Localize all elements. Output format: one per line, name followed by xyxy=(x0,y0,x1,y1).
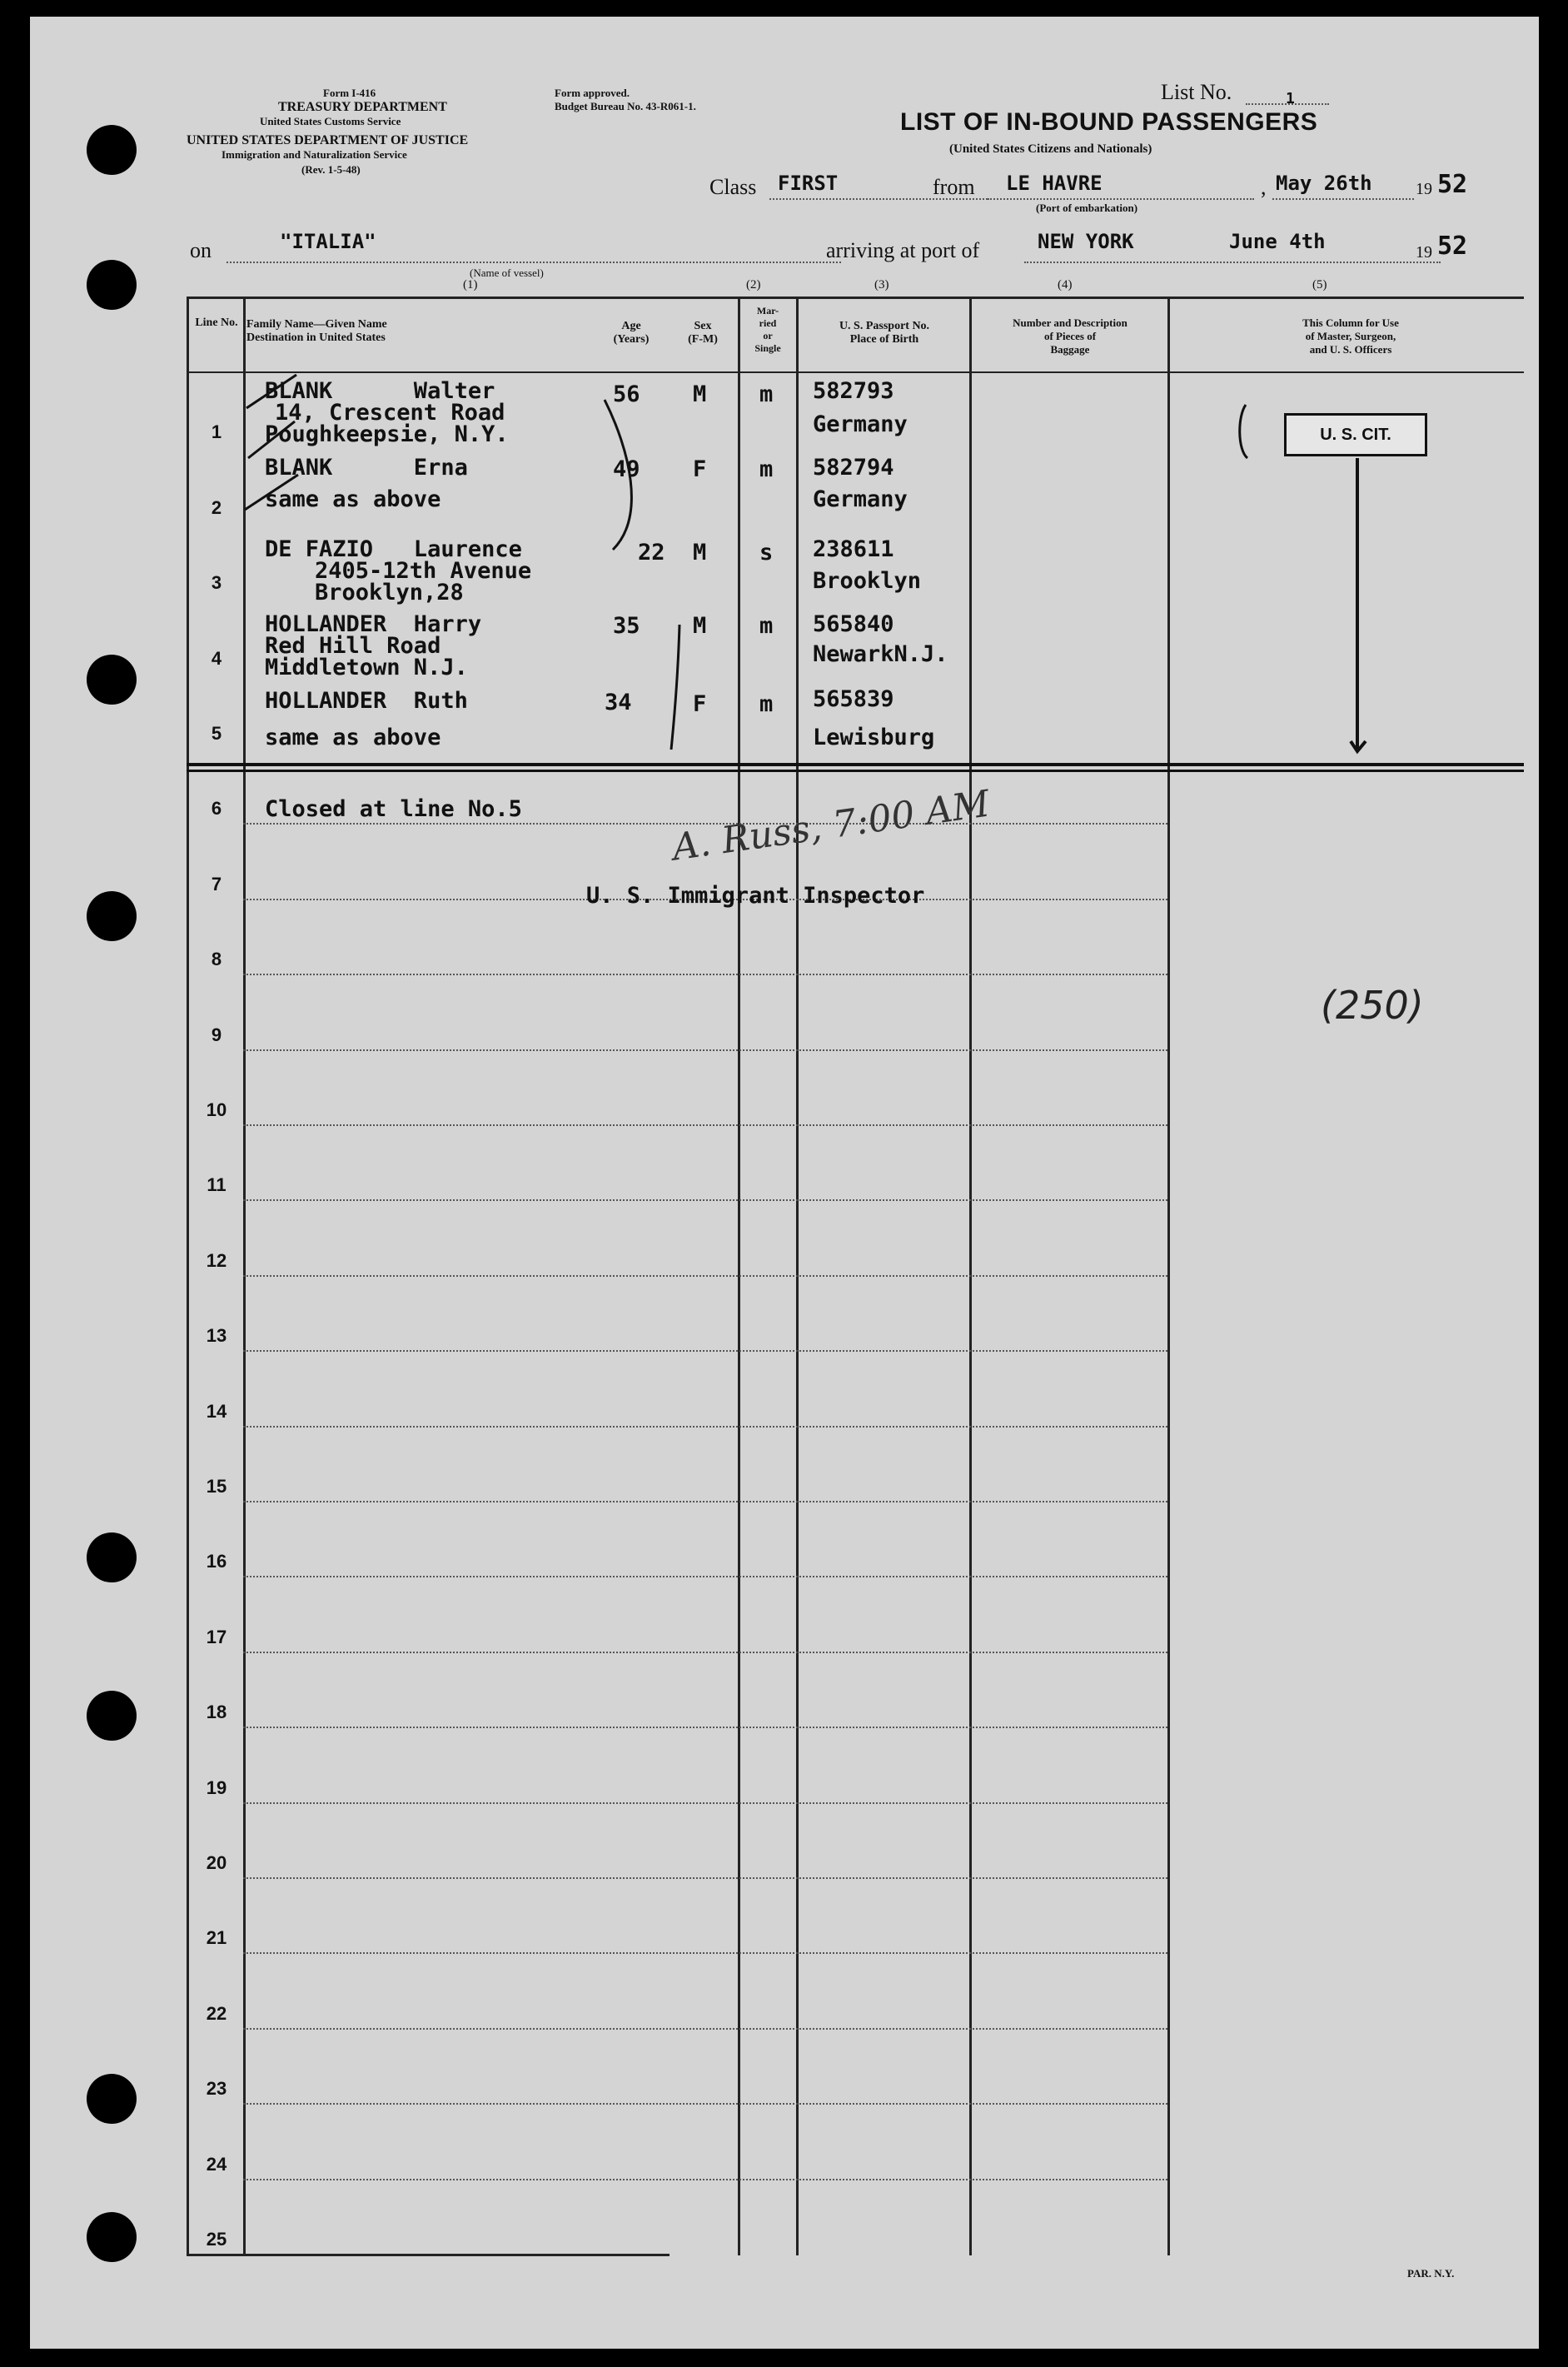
line-number: 23 xyxy=(206,2078,227,2100)
passenger-address: 2405-12th Avenue xyxy=(315,558,532,584)
from-value: LE HAVRE xyxy=(1006,172,1103,195)
row-line xyxy=(243,1877,1167,1879)
passenger-sex: M xyxy=(693,540,707,566)
passenger-status: m xyxy=(759,381,774,407)
line-number: 25 xyxy=(206,2229,227,2250)
vessel-name: "ITALIA" xyxy=(280,230,376,253)
row-line xyxy=(243,1501,1167,1502)
strike-mark xyxy=(671,625,679,750)
line-number: 20 xyxy=(206,1852,227,1873)
binder-hole xyxy=(87,891,137,941)
line-number: 7 xyxy=(211,873,222,894)
passenger-age: 56 xyxy=(613,381,640,407)
row-line xyxy=(243,1727,1167,1728)
col-num-2: (2) xyxy=(746,278,761,292)
passenger-sex: M xyxy=(693,613,707,639)
passenger-name: HOLLANDER Harry xyxy=(265,611,482,637)
passenger-passport: 238611 xyxy=(813,536,894,562)
table-bottom-border xyxy=(187,2254,670,2256)
arriving-label: arriving at port of xyxy=(826,238,980,262)
passenger-age: 49 xyxy=(613,456,640,482)
row-line xyxy=(243,2028,1167,2030)
strike-mark xyxy=(605,400,631,550)
header-name: Family Name—Given Name Destination in United States xyxy=(246,318,387,344)
line-number: 8 xyxy=(211,949,222,970)
line-number: 2 xyxy=(211,496,222,518)
list-no-value: 1 xyxy=(1286,90,1295,107)
ditto-line xyxy=(1351,458,1366,751)
depart-date: May 26th xyxy=(1276,172,1372,195)
line-number: 5 xyxy=(211,723,222,744)
passenger-age: 22 xyxy=(638,540,665,566)
passenger-passport: 582794 xyxy=(813,455,894,481)
binder-hole xyxy=(87,2074,137,2124)
passenger-passport: 565839 xyxy=(813,686,894,712)
header-sex: Sex (F-M) xyxy=(688,320,718,346)
list-no-label: List No. xyxy=(1161,80,1232,104)
row-line xyxy=(243,2179,1167,2180)
revision: (Rev. 1-5-48) xyxy=(301,163,361,176)
strike-mark xyxy=(248,421,295,458)
page-subtitle: (United States Citizens and Nationals) xyxy=(949,142,1152,156)
closed-at-text: Closed at line No.5 xyxy=(265,796,522,822)
header-officers: This Column for Use of Master, Surgeon, and U. S. Officers xyxy=(1302,316,1399,356)
arrival-year-prefix: 19 xyxy=(1416,243,1432,262)
line-number: 10 xyxy=(206,1099,227,1120)
line-number: 22 xyxy=(206,2002,227,2024)
passenger-birthplace: Lewisburg xyxy=(813,725,935,750)
row-line xyxy=(243,1049,1167,1051)
strike-mark xyxy=(246,375,296,408)
stamp-text: U. S. CIT. xyxy=(1320,426,1391,444)
strike-mark xyxy=(245,475,298,510)
line-number: 9 xyxy=(211,1024,222,1045)
line-number: 3 xyxy=(211,572,222,594)
form-sheet xyxy=(30,17,1539,2349)
row-line xyxy=(243,1802,1167,1804)
header-baggage: Number and Description of Pieces of Baggage xyxy=(1013,316,1127,356)
row-line xyxy=(243,2103,1167,2105)
passenger-birthplace: Germany xyxy=(813,411,908,437)
binder-hole xyxy=(87,2212,137,2262)
arrival-date: June 4th xyxy=(1229,230,1326,253)
line-number: 11 xyxy=(207,1174,226,1196)
passenger-address: Red Hill Road xyxy=(265,633,441,659)
header-married: Mar- ried or Single xyxy=(754,305,781,354)
passenger-name: BLANK Walter xyxy=(265,378,495,404)
line-number: 4 xyxy=(211,647,222,669)
row-line xyxy=(243,1952,1167,1954)
row-line xyxy=(243,1199,1167,1201)
passenger-birthplace: Brooklyn xyxy=(813,568,922,594)
budget-bureau: Budget Bureau No. 43-R061-1. xyxy=(555,100,696,112)
handwritten-annotation: (250) xyxy=(1321,983,1424,1028)
line-number: 15 xyxy=(206,1476,227,1497)
comma: , xyxy=(1261,175,1267,199)
col-num-4: (4) xyxy=(1058,278,1073,292)
depart-year-prefix: 19 xyxy=(1416,180,1432,198)
passenger-status: m xyxy=(759,691,774,717)
arrival-year: 52 xyxy=(1437,232,1468,261)
passenger-status: m xyxy=(759,456,774,482)
passenger-address: same as above xyxy=(265,725,441,750)
us-citizen-stamp xyxy=(1284,413,1427,456)
row-line xyxy=(243,1426,1167,1428)
arrival-port: NEW YORK xyxy=(1038,230,1134,253)
passenger-passport: 565840 xyxy=(813,611,894,637)
col-num-3: (3) xyxy=(874,278,889,292)
passenger-sex: F xyxy=(693,456,707,482)
passenger-status: m xyxy=(759,613,774,639)
form-approved: Form approved. xyxy=(555,87,630,99)
passenger-address: Poughkeepsie, N.Y. xyxy=(265,421,509,447)
row-line xyxy=(243,1576,1167,1577)
header-passport: U. S. Passport No. Place of Birth xyxy=(839,320,930,346)
inspector-signature: A. Russ, 7:00 AM xyxy=(670,782,993,870)
header-age: Age (Years) xyxy=(613,320,650,346)
depart-year: 52 xyxy=(1437,170,1468,199)
passenger-address: Middletown N.J. xyxy=(265,655,468,680)
passenger-address: same as above xyxy=(265,486,441,512)
ditto-bracket xyxy=(1240,405,1247,458)
passenger-name: HOLLANDER Ruth xyxy=(265,688,468,714)
class-label: Class xyxy=(709,175,757,199)
passenger-name: BLANK Erna xyxy=(265,455,468,481)
line-number: 21 xyxy=(206,1927,227,1949)
line-number: 16 xyxy=(206,1551,227,1572)
passenger-sex: F xyxy=(693,691,707,717)
passenger-birthplace: NewarkN.J. xyxy=(813,641,948,667)
from-label: from xyxy=(933,175,975,199)
passenger-birthplace: Germany xyxy=(813,486,908,512)
line-number: 6 xyxy=(211,798,222,820)
binder-hole xyxy=(87,1532,137,1582)
col-num-5: (5) xyxy=(1312,278,1327,292)
binder-hole xyxy=(87,1691,137,1741)
line-number: 18 xyxy=(206,1702,227,1723)
row-line xyxy=(243,1652,1167,1653)
passenger-age: 34 xyxy=(605,690,632,715)
line-number: 1 xyxy=(211,421,222,443)
on-label: on xyxy=(190,238,212,262)
passenger-address: Brooklyn,28 xyxy=(315,580,464,605)
line-number: 14 xyxy=(206,1400,227,1422)
row-line xyxy=(243,1350,1167,1352)
class-value: FIRST xyxy=(778,172,839,195)
line-number: 12 xyxy=(206,1249,227,1271)
department-of-justice: UNITED STATES DEPARTMENT OF JUSTICE xyxy=(187,133,469,147)
passenger-status: s xyxy=(759,540,774,566)
ins-service: Immigration and Naturalization Service xyxy=(222,148,407,161)
passenger-passport: 582793 xyxy=(813,378,894,404)
passenger-age: 35 xyxy=(613,613,640,639)
line-number: 17 xyxy=(206,1626,227,1647)
port-embarkation-caption: (Port of embarkation) xyxy=(1036,202,1138,214)
passenger-sex: M xyxy=(693,381,707,407)
page-title: LIST OF IN-BOUND PASSENGERS xyxy=(900,108,1318,136)
line-number: 24 xyxy=(206,2153,227,2175)
row-line xyxy=(243,1124,1167,1126)
line-number: 13 xyxy=(206,1325,227,1347)
passenger-address: 14, Crescent Road xyxy=(275,400,505,426)
form-number: Form I-416 xyxy=(323,87,376,99)
line-number: 19 xyxy=(206,1776,227,1798)
treasury-department: TREASURY DEPARTMENT xyxy=(278,100,447,114)
col-num-1: (1) xyxy=(463,278,478,292)
row-line xyxy=(243,1275,1167,1277)
inspector-label: U. S. Immigrant Inspector xyxy=(586,883,925,909)
vessel-caption: (Name of vessel) xyxy=(470,267,544,279)
customs-service: United States Customs Service xyxy=(260,115,401,127)
passenger-name: DE FAZIO Laurence xyxy=(265,536,522,562)
header-line-no: Line No. xyxy=(195,316,238,329)
footer-printer: PAR. N.Y. xyxy=(1407,2267,1455,2280)
row-line xyxy=(243,974,1167,975)
